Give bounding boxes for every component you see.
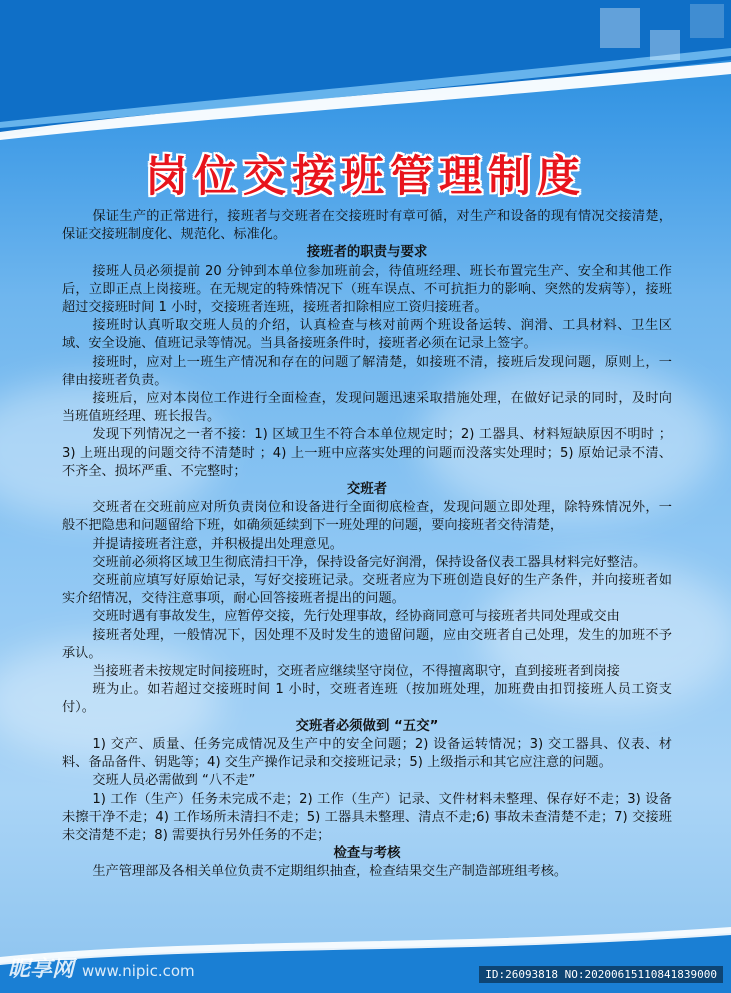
paragraph: 交班者在交班前应对所负责岗位和设备进行全面彻底检查，发现问题立即处理，除特殊情况外，一般不把隐患和问题留给下班，如确须延续到下一班处理的问题，要向接班者交待清楚， [62, 500, 672, 534]
paragraph: 1) 交产、质量、任务完成情况及生产中的安全问题；2) 设备运转情况；3) 交工器具、仪表、材料、备品备件、钥匙等；4) 交生产操作记录和交接班记录；5) 上级指示和其它应注意的问题。 [62, 736, 672, 771]
section-heading: 接班者的职责与要求 [306, 245, 428, 261]
paragraph: 交班前应填写好原始记录，写好交接班记录。交班者应为下班创造良好的生产条件，并向接班者如实介绍情况，交待注意事项，耐心回答接班者提出的问题。 [62, 573, 672, 607]
paragraph: 并提请接班者注意，并积极提出处理意见。 [92, 536, 343, 552]
paragraph: 交班前必须将区域卫生彻底清扫干净，保持设备完好润滑，保持设备仪表工器具材料完好整洁。 [92, 554, 647, 570]
image-id-bar: ID:26093818 NO:20200615110841839000 [479, 966, 723, 983]
paragraph: 接班时认真听取交班人员的介绍，认真检查与核对前两个班设备运转、润滑、工具材料、卫生区域、安全设施、值班记录等情况。当具备接班条件时，接班者必须在记录上签字。 [62, 318, 672, 352]
watermark-url: www.nipic.com [82, 962, 195, 980]
page-title: 岗位交接班管理制度 [145, 152, 586, 202]
document-body [62, 208, 672, 882]
square-decoration [690, 4, 724, 38]
square-decoration [600, 8, 640, 48]
square-decoration [650, 30, 680, 60]
paragraph: 交班人员必需做到 “八不走” [92, 773, 256, 789]
paragraph: 接班时，应对上一班生产情况和存在的问题了解清楚，如接班不清，接班后发现问题，原则上，一律由接班者负责。 [62, 354, 672, 388]
paragraph: 当接班者未按规定时间接班时，交班者应继续坚守岗位，不得擅离职守，直到接班者到岗接 [92, 664, 620, 680]
paragraph: 交班时遇有事故发生，应暂停交接，先行处理事故，经协商同意可与接班者共同处理或交由 [92, 609, 620, 625]
watermark-logo-text: 昵享网 [8, 957, 75, 982]
watermark-logo [8, 952, 195, 983]
paragraph: 1) 工作（生产）任务未完成不走；2) 工作（生产）记录、文件材料未整理、保存好不走；3) 设备未擦干净不走；4) 工作场所未清扫不走；5) 工器具未整理、清点不走;6) 事故未查清楚不走；7) 交接班未交清楚不走；8) 需要执行另外任务的不走； [62, 791, 672, 843]
paragraph: 接班后，应对本岗位工作进行全面检查，发现问题迅速采取措施处理，在做好记录的同时，及时向当班值班经理、班长报告。 [62, 391, 672, 425]
paragraph: 班为止。如若超过交接班时间 1 小时，交班者连班（按加班处理，加班费由扣罚接班人员工资支付）。 [62, 682, 672, 716]
section-heading: 交班者必须做到 “五交” [295, 718, 439, 734]
intro-paragraph: 保证生产的正常进行，接班者与交班者在交接班时有章可循，对生产和设备的现有情况交接清楚，保证交接班制度化、规范化、标准化。 [62, 209, 672, 243]
section-heading: 检查与考核 [333, 846, 401, 862]
paragraph: 生产管理部及各相关单位负责不定期组织抽查，检查结果交生产制造部班组考核。 [92, 864, 568, 880]
paragraph: 接班人员必须提前 20 分钟到本单位参加班前会，待值班经理、班长布置完生产、安全和其他工作后，立即正点上岗接班。在无规定的特殊情况下（班车误点、不可抗拒力的影响、突然的发病等），接班超过交接班时间 1 小时，交接班者连班，接班者扣除相应工资归接班者。 [62, 263, 672, 316]
paragraph: 接班者处理，一般情况下，因处理不及时发生的遗留问题，应由交班者自己处理，发生的加班不予承认。 [62, 627, 672, 661]
paragraph: 发现下列情况之一者不接：1) 区域卫生不符合本单位规定时；2) 工器具、材料短缺原因不明时 ；3) 上班出现的问题交待不清楚时 ；4) 上一班中应落实处理的问题而没落实处理时；5) 原始记录不清、不齐全、损坏严重、不完整时； [62, 427, 672, 479]
section-heading: 交班者 [346, 482, 388, 498]
